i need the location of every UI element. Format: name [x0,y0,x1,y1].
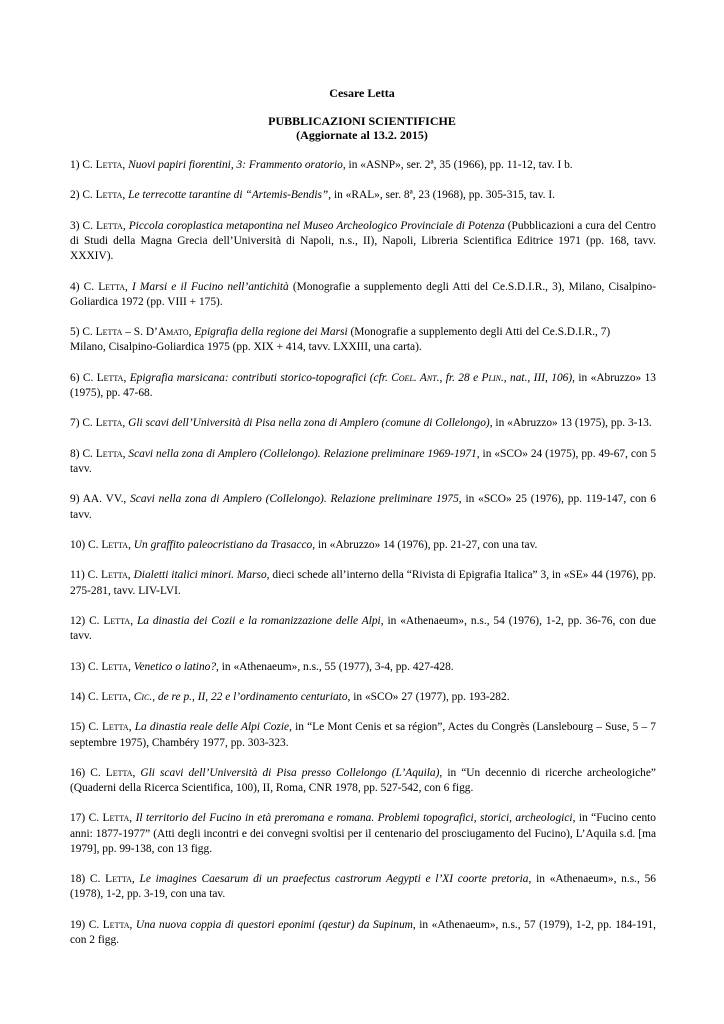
publication-list [70,158,656,963]
entry-text-segment: 3) C. [70,219,97,232]
entry-text-segment: , [128,721,135,734]
entry-text-segment: Epigrafia della regione dei Marsi [194,326,348,339]
entry-text-segment: Letta [95,447,123,460]
entry-text-segment: 16) C. [70,766,106,779]
entry-text-segment: Letta [101,538,129,551]
entry-text-segment: , in «Athenaeum», n.s., 55 (1977), 3-4, pp. 427-428. [216,660,454,673]
entry-text-segment: Gli scavi dell’Università di Pisa nella zona di Amplero (comune di Collelongo) [128,417,490,430]
entry-text-segment: 14) C. [70,690,102,703]
entry-text-segment: 4) C. [70,280,99,293]
entry-text-segment: , [122,417,129,430]
entry-text-segment: , in «Athenaeum», n.s., 56 (1978), 1-2, pp. 3-19, con una tav. [70,873,656,901]
entry-text-segment: , fr. 28 e [439,371,482,384]
entry-text-segment: Una nuova coppia di questori eponimi (qestur) da Supinum [135,918,413,931]
entry-text-segment: Epigrafia marsicana: contributi storico-topografici (cfr. [129,371,392,384]
publication-entry [70,660,656,675]
entry-text-segment: , in «Abruzzo» 13 (1975), pp. 3-13. [489,417,652,430]
publication-entry [70,720,656,750]
entry-text-segment: , dieci schede all’interno della “Rivista di Epigrafia Italica” 3, in «SE» 44 (1976), pp. 275-281, tavv. LIV-LVI. [70,569,656,597]
entry-text-segment: Letta [103,614,131,627]
entry-text-segment: Letta [101,660,129,673]
entry-text-segment: 8) C. [70,447,96,460]
entry-text-segment: 12) C. [70,614,104,627]
entry-text-segment: Letta [95,159,123,171]
entry-text-segment: , in “Un decennio di ricerche archeologiche” (Quaderni della Ricerca Scientifica, 100), II, Roma, CNR 1978, pp. 527-542, con 6 figg. [70,766,656,795]
entry-text-segment: , in “Le Mont Cenis et sa région”, Actes du Congrès (Lanslebourg – Suse, 5 – 7 septembre 1975), Chambéry 1977, pp. 303-323. [70,721,656,749]
entry-text-segment: , in «RAL», ser. 8ª, 23 (1968), pp. 305-315, tav. I. [328,189,555,202]
entry-text-segment: , in «Athenaeum», n.s., 57 (1979), 1-2, pp. 184-191, con 2 figg. [70,918,657,947]
entry-text-segment: , [124,280,132,293]
publication-entry [70,158,656,173]
publication-entry [70,568,656,598]
entry-text-segment: 17) C. [70,812,103,825]
entry-text-segment: Plin. [481,371,504,384]
entry-text-segment: Un graffito paleocristiano da Trasacco [133,538,313,551]
entry-text-segment: , in «Athenaeum», n.s., 54 (1976), 1-2, pp. 36-76, con due tavv. [70,614,656,643]
entry-text-segment: Letta [101,569,128,582]
entry-text-segment: , in «Abruzzo» 13 (1975), pp. 47-68. [70,371,657,399]
entry-text-segment: , [128,538,134,551]
heading-title: PUBBLICAZIONI SCIENTIFICHE [268,114,456,128]
entry-text-segment: , in «SCO» 25 (1976), pp. 119-147, con 6 tavv. [70,493,656,521]
entry-text-segment: Venetico o latino? [133,660,217,673]
entry-text-segment: , [188,326,195,339]
publication-entry [70,690,656,705]
entry-text-segment: Le imagines Caesarum di un praefectus castrorum Aegypti e l’XI coorte pretoria [139,873,529,886]
entry-text-segment: Le terrecotte tarantine di “Artemis-Bendis” [128,189,329,202]
entry-text-segment: Letta [105,873,132,886]
entry-text-segment: 13) C. [70,660,102,673]
entry-text-segment: 9) AA. VV., [70,493,131,506]
entry-text-segment: Letta [95,417,123,430]
entry-text-segment: 1) C. [70,159,96,171]
entry-text-segment: Letta [101,690,129,703]
entry-text-segment: , in «SCO» 24 (1975), pp. 49-67, con 5 tavv. [70,447,657,475]
entry-text-segment: La dinastia reale delle Alpi Cozie [134,721,290,734]
entry-text-segment: – S. [122,326,146,339]
entry-text-segment: 5) C. [70,326,96,339]
publication-entry [70,492,656,522]
entry-text-segment: , [122,159,129,171]
publication-entry [70,325,656,355]
entry-text-segment: Letta [95,326,123,339]
publication-entry [70,280,656,310]
entry-text-segment: , [129,812,136,825]
entry-text-segment: Nuovi papiri fiorentini, 3: Frammento oratorio [128,159,343,171]
author-name: Cesare Letta [329,86,395,100]
entry-text-segment: Letta [102,918,130,931]
entry-text-segment: , [123,371,130,384]
publication-entry [70,872,656,902]
document-heading [0,114,724,142]
publication-entry [70,188,656,203]
publication-entry [70,371,656,401]
entry-text-segment: , [129,918,136,931]
entry-text-segment: , [130,614,137,627]
entry-text-segment: Dialetti italici minori. Marso [133,569,267,582]
entry-text-segment: , in «SCO» 27 (1977), pp. 193-282. [347,690,510,703]
entry-text-segment: 10) C. [70,538,102,551]
entry-text-segment: , de re p., II, 22 e l’ordinamento centuriato [152,690,348,703]
publication-entry [70,447,656,477]
entry-text-segment: (Pubblicazioni a cura del Centro di Studi della Magna Grecia dell’Università di Napoli, n.s., II), Napoli, Libreria Scientifica Editrice 1971 (pp. 168, tavv. XXXIV). [70,219,656,263]
entry-text-segment: , nat., III, 106) [503,371,573,384]
entry-text-segment: , [122,447,129,460]
entry-text-segment: 7) C. [70,417,96,430]
heading-date: (Aggiornate al 13.2. 2015) [296,128,428,142]
entry-text-segment: , [128,690,134,703]
entry-text-segment: Letta [98,280,125,293]
publication-entry [70,811,656,857]
publication-entry [70,416,656,431]
entry-text-segment: Scavi nella zona di Amplero (Collelongo). Relazione preliminare 1969-1971 [128,447,477,460]
entry-text-segment: 15) C. [70,721,102,734]
entry-text-segment: Letta [105,766,133,779]
entry-text-segment: Piccola coroplastica metapontina nel Museo Archeologico Provinciale di Potenza [128,219,505,232]
publication-entry [70,219,656,265]
entry-text-segment: , [132,766,141,779]
entry-text-segment: Cic. [133,690,153,703]
entry-text-segment: Coel. Ant. [391,371,440,384]
entry-text-segment: 18) C. [70,873,106,886]
entry-text-segment: La dinastia dei Cozii e la romanizzazione delle Alpi [136,614,381,627]
entry-text-segment: Letta [102,812,130,825]
entry-text-segment: 19) C. [70,918,103,931]
entry-text-segment: Scavi nella zona di Amplero (Collelongo). Relazione preliminare 1975 [130,493,459,506]
entry-text-segment: (Monografie a supplemento degli Atti del Ce.S.D.I.R., 3), Milano, Cisalpino-Goliardica 1972 (pp. VIII + 175). [70,280,657,308]
entry-text-segment: 6) C. [70,371,97,384]
entry-text-segment: , [127,569,134,582]
entry-text-segment: , [128,660,134,673]
entry-text-segment: , in «Abruzzo» 14 (1976), pp. 21-27, con una tav. [312,538,538,551]
entry-text-segment: Il territorio del Fucino in età preromana e romana. Problemi topografici, storici, archeologici [135,812,573,825]
entry-text-segment: Letta [101,721,129,734]
entry-text-segment: Letta [96,219,123,232]
entry-text-segment: I Marsi e il Fucino nell’antichità [131,280,289,293]
publication-entry [70,538,656,553]
publication-entry [70,766,656,796]
entry-text-segment: , [122,219,129,232]
entry-text-segment: Letta [96,371,124,384]
entry-text-segment: Milano, Cisalpino-Goliardica 1975 (pp. XIX + 414, tavv. LXXIII, una carta). [70,341,422,354]
entry-text-segment: (Monografie a supplemento degli Atti del Ce.S.D.I.R., 7) [347,326,611,339]
entry-text-segment: , [122,189,129,202]
entry-text-segment: Gli scavi dell’Università di Pisa presso Collelongo (L’Aquila) [140,766,440,779]
publication-entry [70,614,656,644]
entry-text-segment: 2) C. [70,189,96,202]
entry-text-segment: , in «ASNP», ser. 2ª, 35 (1966), pp. 11-12, tav. I b. [342,159,573,171]
publication-entry [70,918,656,948]
entry-text-segment: D’Amato [145,326,189,339]
entry-text-segment: Letta [95,189,123,202]
entry-text-segment: 11) C. [70,569,102,582]
entry-text-segment: , [131,873,140,886]
entry-text-segment: , in “Fucino cento anni: 1877-1977” (Atti degli incontri e dei convegni svoltisi per il centenario del prosciugamento del Fucino), L’Aquila s.d. [ma 1979], pp. 99-138, con 13 figg. [70,812,656,855]
